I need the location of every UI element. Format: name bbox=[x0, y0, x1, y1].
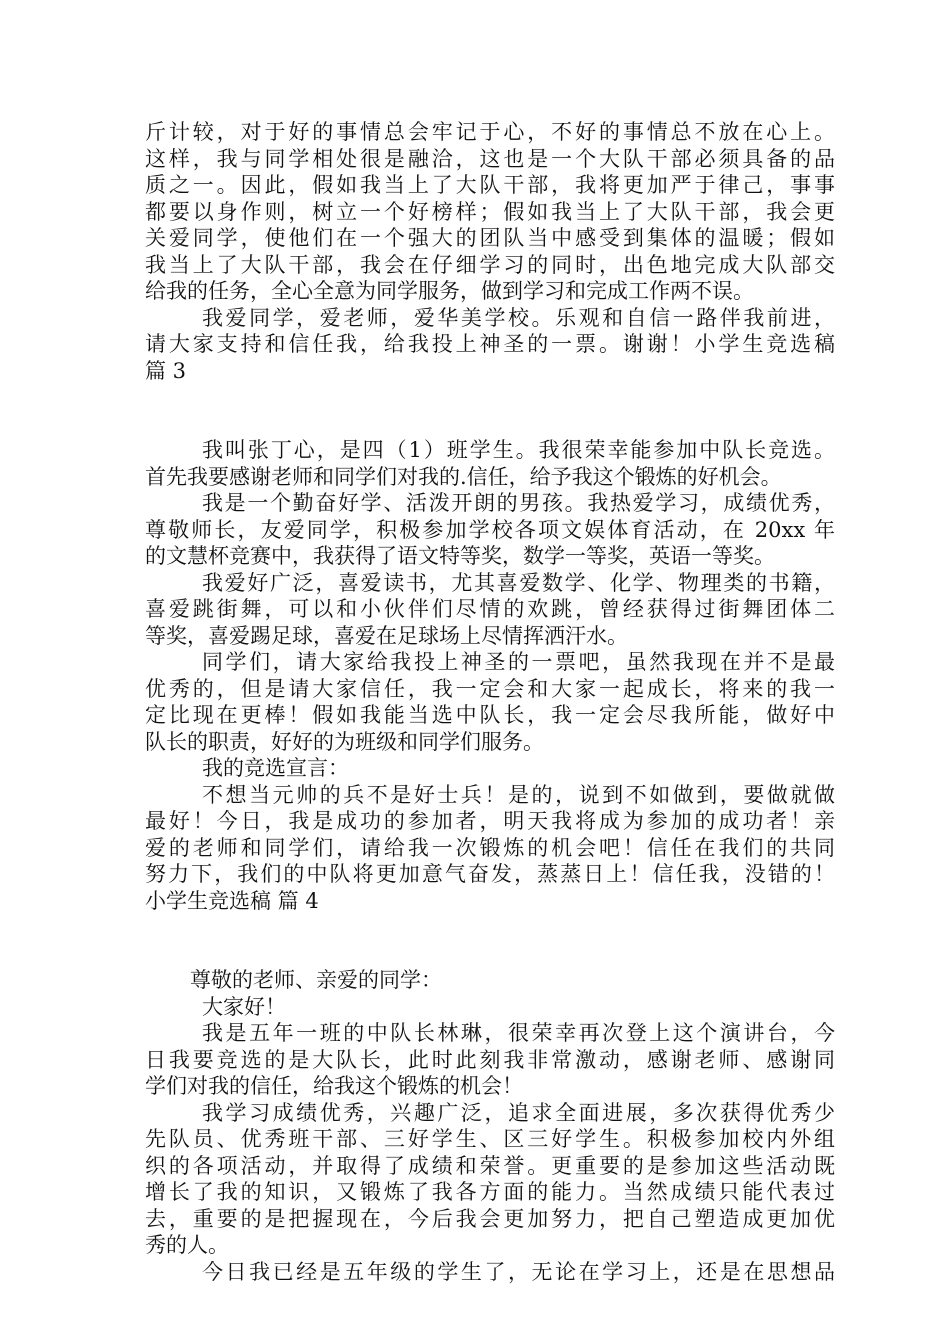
text-line: 我的竞选宣言： bbox=[202, 756, 349, 780]
text-line: 尊敬师长，友爱同学，积极参加学校各项文娱体育活动，在 20xx 年 bbox=[145, 517, 835, 542]
text-line: 等奖，喜爱踢足球，喜爱在足球场上尽情挥洒汗水。 bbox=[145, 623, 628, 648]
paragraph-gap bbox=[145, 914, 835, 967]
text-line: 不想当元帅的兵不是好士兵！是的，说到不如做到，要做就做 bbox=[202, 782, 835, 807]
text-line: 我爱同学，爱老师，爱华美学校。乐观和自信一路伴我前进， bbox=[202, 305, 835, 330]
text-line: 给我的任务，全心全意为同学服务，做到学习和完成工作两不误。 bbox=[145, 279, 754, 303]
document-body bbox=[145, 119, 835, 1285]
text-line: 这样，我与同学相处很是融洽，这也是一个大队干部必须具备的品 bbox=[145, 146, 835, 171]
text-line: 我爱好广泛，喜爱读书，尤其喜爱数学、化学、物理类的书籍， bbox=[202, 570, 835, 595]
text-line: 去，重要的是把握现在，今后我会更加努力，把自己塑造成更加优 bbox=[145, 1206, 835, 1231]
text-line: 最好！今日，我是成功的参加者，明天我将成为参加的成功者！亲 bbox=[145, 809, 835, 833]
text-line: 请大家支持和信任我，给我投上神圣的一票。谢谢！小学生竞选稿 bbox=[145, 332, 835, 356]
text-line: 我是五年一班的中队长林琳，很荣幸再次登上这个演讲台，今 bbox=[202, 1021, 835, 1045]
paragraph-gap bbox=[145, 384, 835, 437]
text-line: 定比现在更棒！假如我能当选中队长，我一定会尽我所能，做好中 bbox=[145, 703, 835, 727]
text-line: 我学习成绩优秀，兴趣广泛，追求全面进展，多次获得优秀少 bbox=[202, 1100, 835, 1125]
text-line: 小学生竞选稿 篇 4 bbox=[145, 888, 319, 913]
text-line: 关爱同学，使他们在一个强大的团队当中感受到集体的温暖；假如 bbox=[145, 226, 835, 250]
text-line: 大家好！ bbox=[202, 994, 286, 1019]
text-line: 同学们，请大家给我投上神圣的一票吧，虽然我现在并不是最 bbox=[202, 650, 835, 674]
text-line: 织的各项活动，并取得了成绩和荣誉。更重要的是参加这些活动既 bbox=[145, 1153, 835, 1178]
text-line: 我叫张丁心，是四（1）班学生。我很荣幸能参加中队长竞选。 bbox=[202, 438, 835, 462]
text-line: 日我要竞选的是大队长，此时此刻我非常激动，感谢老师、感谢同 bbox=[145, 1047, 835, 1072]
text-line: 我是一个勤奋好学、活泼开朗的男孩。我热爱学习，成绩优秀， bbox=[202, 491, 835, 515]
text-line: 尊敬的老师、亲爱的同学： bbox=[190, 968, 442, 992]
text-line: 首先我要感谢老师和同学们对我的.信任，给予我这个锻炼的好机会。 bbox=[145, 464, 782, 489]
text-line: 的文慧杯竞赛中，我获得了语文特等奖，数学一等奖，英语一等奖。 bbox=[145, 544, 775, 568]
text-line: 都要以身作则，树立一个好榜样；假如我当上了大队干部，我会更 bbox=[145, 199, 835, 224]
text-line: 队长的职责，好好的为班级和同学们服务。 bbox=[145, 729, 544, 754]
text-line: 我当上了大队干部，我会在仔细学习的同时，出色地完成大队部交 bbox=[145, 252, 835, 277]
text-line: 斤计较，对于好的事情总会牢记于心，不好的事情总不放在心上。 bbox=[145, 120, 835, 144]
text-line: 优秀的，但是请大家信任，我一定会和大家一起成长，将来的我一 bbox=[145, 676, 835, 701]
text-line: 努力下，我们的中队将更加意气奋发，蒸蒸日上！信任我，没错的！ bbox=[145, 862, 835, 886]
text-line: 秀的人。 bbox=[145, 1233, 229, 1257]
text-line: 质之一。因此，假如我当上了大队干部，我将更加严于律己，事事 bbox=[145, 173, 835, 197]
text-line: 先队员、优秀班干部、三好学生、区三好学生。积极参加校内外组 bbox=[145, 1127, 835, 1151]
text-line: 爱的老师和同学们，请给我一次锻炼的机会吧！信任在我们的共同 bbox=[145, 835, 835, 860]
text-line: 学们对我的信任，给我这个锻炼的机会！ bbox=[145, 1074, 523, 1098]
text-line: 增长了我的知识，又锻炼了我各方面的能力。当然成绩只能代表过 bbox=[145, 1180, 835, 1204]
text-line: 喜爱跳街舞，可以和小伙伴们尽情的欢跳，曾经获得过街舞团体二 bbox=[145, 597, 835, 621]
text-line: 今日我已经是五年级的学生了，无论在学习上，还是在思想品 bbox=[202, 1259, 835, 1284]
text-line: 篇 3 bbox=[145, 358, 187, 383]
